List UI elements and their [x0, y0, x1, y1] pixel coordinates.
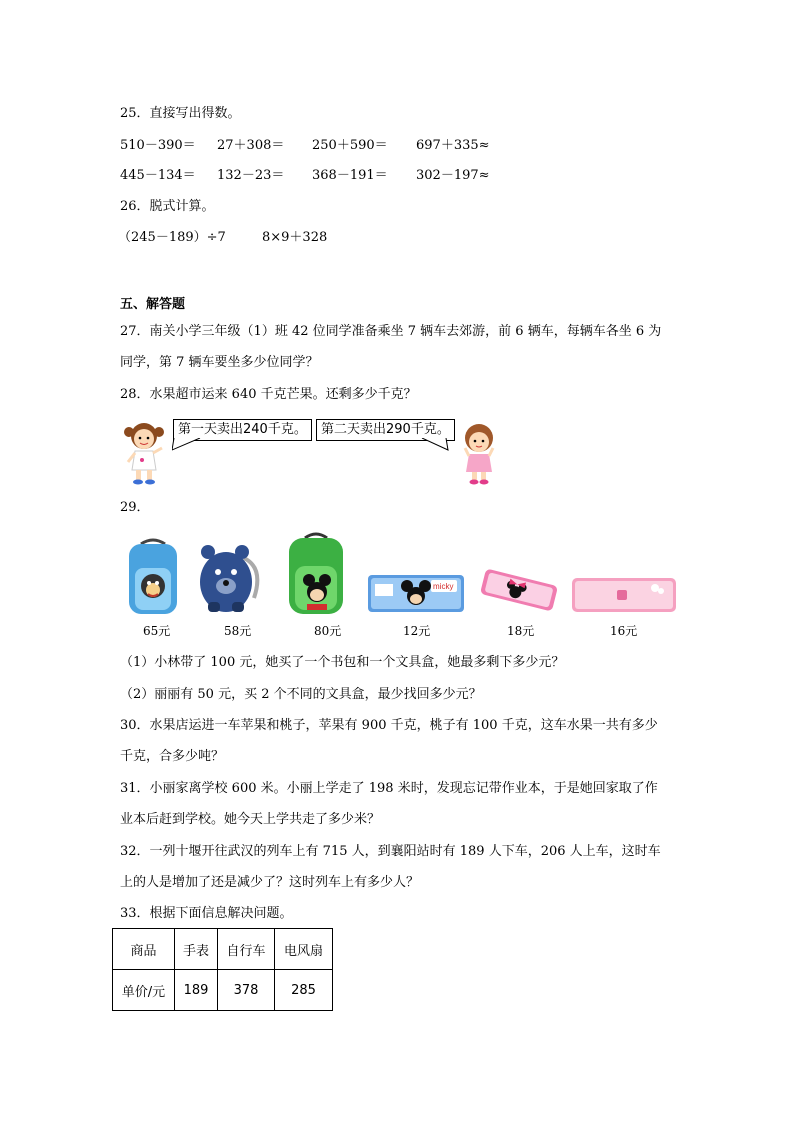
price-table [112, 928, 333, 1011]
q29-sub1: （1）小林带了 100 元，她买了一个书包和一个文具盒，她最多剩下多少元？ [120, 655, 565, 670]
pencil-case-3-image [571, 576, 677, 614]
table-row [113, 970, 333, 1011]
q31-line2: 业本后赶到学校。她今天上学共走了多少米？ [120, 812, 381, 827]
table-header-cell: 手表 [175, 929, 218, 970]
price-backpack-3: 80元 [314, 624, 342, 638]
q29-title: 29． [120, 500, 150, 515]
q29-sub2: （2）丽丽有 50 元，买 2 个不同的文具盒，最少找回多少元？ [120, 687, 482, 702]
q27-line2: 同学，第 7 辆车要坐多少位同学？ [120, 355, 319, 370]
q25-r2-c2: 132－23＝ [217, 168, 285, 183]
table-header-cell: 商品 [113, 929, 175, 970]
q26-expr-2: 8×9＋328 [262, 230, 328, 245]
price-backpack-2: 58元 [224, 624, 252, 638]
speech-bubble-2: 第二天卖出290千克。 [316, 419, 455, 441]
q28-text: 28．水果超市运来 640 千克芒果。还剩多少千克？ [120, 387, 417, 402]
q25-r1-c3: 250＋590＝ [312, 138, 388, 153]
table-header-cell: 自行车 [218, 929, 275, 970]
q32-line2: 上的人是增加了还是减少了？这时列车上有多少人？ [120, 875, 420, 890]
table-row [113, 929, 333, 970]
girl-right-illustration [455, 420, 503, 486]
table-cell: 189 [175, 970, 218, 1011]
q25-title: 25．直接写出得数。 [120, 106, 241, 121]
price-backpack-1: 65元 [143, 624, 171, 638]
table-cell: 285 [275, 970, 333, 1011]
backpack-1-image [123, 536, 183, 616]
backpack-2-image [196, 538, 268, 614]
q25-r2-c4: 302－197≈ [416, 168, 490, 183]
speech-bubble-1: 第一天卖出240千克。 [173, 419, 312, 441]
price-pencil-case-3: 16元 [610, 624, 638, 638]
section-heading: 五、解答题 [120, 297, 186, 312]
pencil-case-1-image [367, 572, 465, 614]
q25-r1-c1: 510－390＝ [120, 138, 196, 153]
q25-r1-c4: 697＋335≈ [416, 138, 490, 153]
q26-title: 26．脱式计算。 [120, 199, 215, 214]
q30-line2: 千克，合多少吨？ [120, 749, 225, 764]
bubble-2-tail [420, 438, 450, 452]
table-header-cell: 电风扇 [275, 929, 333, 970]
q31-line1: 31．小丽家离学校 600 米。小丽上学走了 198 米时，发现忘记带作业本，于是她回家取了作 [120, 781, 658, 796]
q27-line1: 27．南关小学三年级（1）班 42 位同学准备乘坐 7 辆车去郊游，前 6 辆车，每辆车各坐 6 为 [120, 324, 662, 339]
girl-left-illustration [120, 418, 168, 486]
q33-title: 33．根据下面信息解决问题。 [120, 906, 293, 921]
svg-text:micky: micky [433, 582, 454, 591]
q25-r2-c1: 445－134＝ [120, 168, 196, 183]
q25-r2-c3: 368－191＝ [312, 168, 388, 183]
backpack-3-image [285, 530, 347, 616]
pencil-case-2-image [478, 565, 560, 615]
price-pencil-case-2: 18元 [507, 624, 535, 638]
q26-expr-1: （245－189）÷7 [118, 230, 226, 245]
price-pencil-case-1: 12元 [403, 624, 431, 638]
q32-line1: 32．一列十堰开往武汉的列车上有 715 人，到襄阳站时有 189 人下车，206 人上车，这时车 [120, 844, 661, 859]
q25-r1-c2: 27＋308＝ [217, 138, 285, 153]
table-cell: 378 [218, 970, 275, 1011]
table-cell: 单价/元 [113, 970, 175, 1011]
q30-line1: 30．水果店运进一车苹果和桃子，苹果有 900 千克，桃子有 100 千克，这车水果一共有多少 [120, 718, 658, 733]
bubble-1-tail [172, 438, 202, 452]
